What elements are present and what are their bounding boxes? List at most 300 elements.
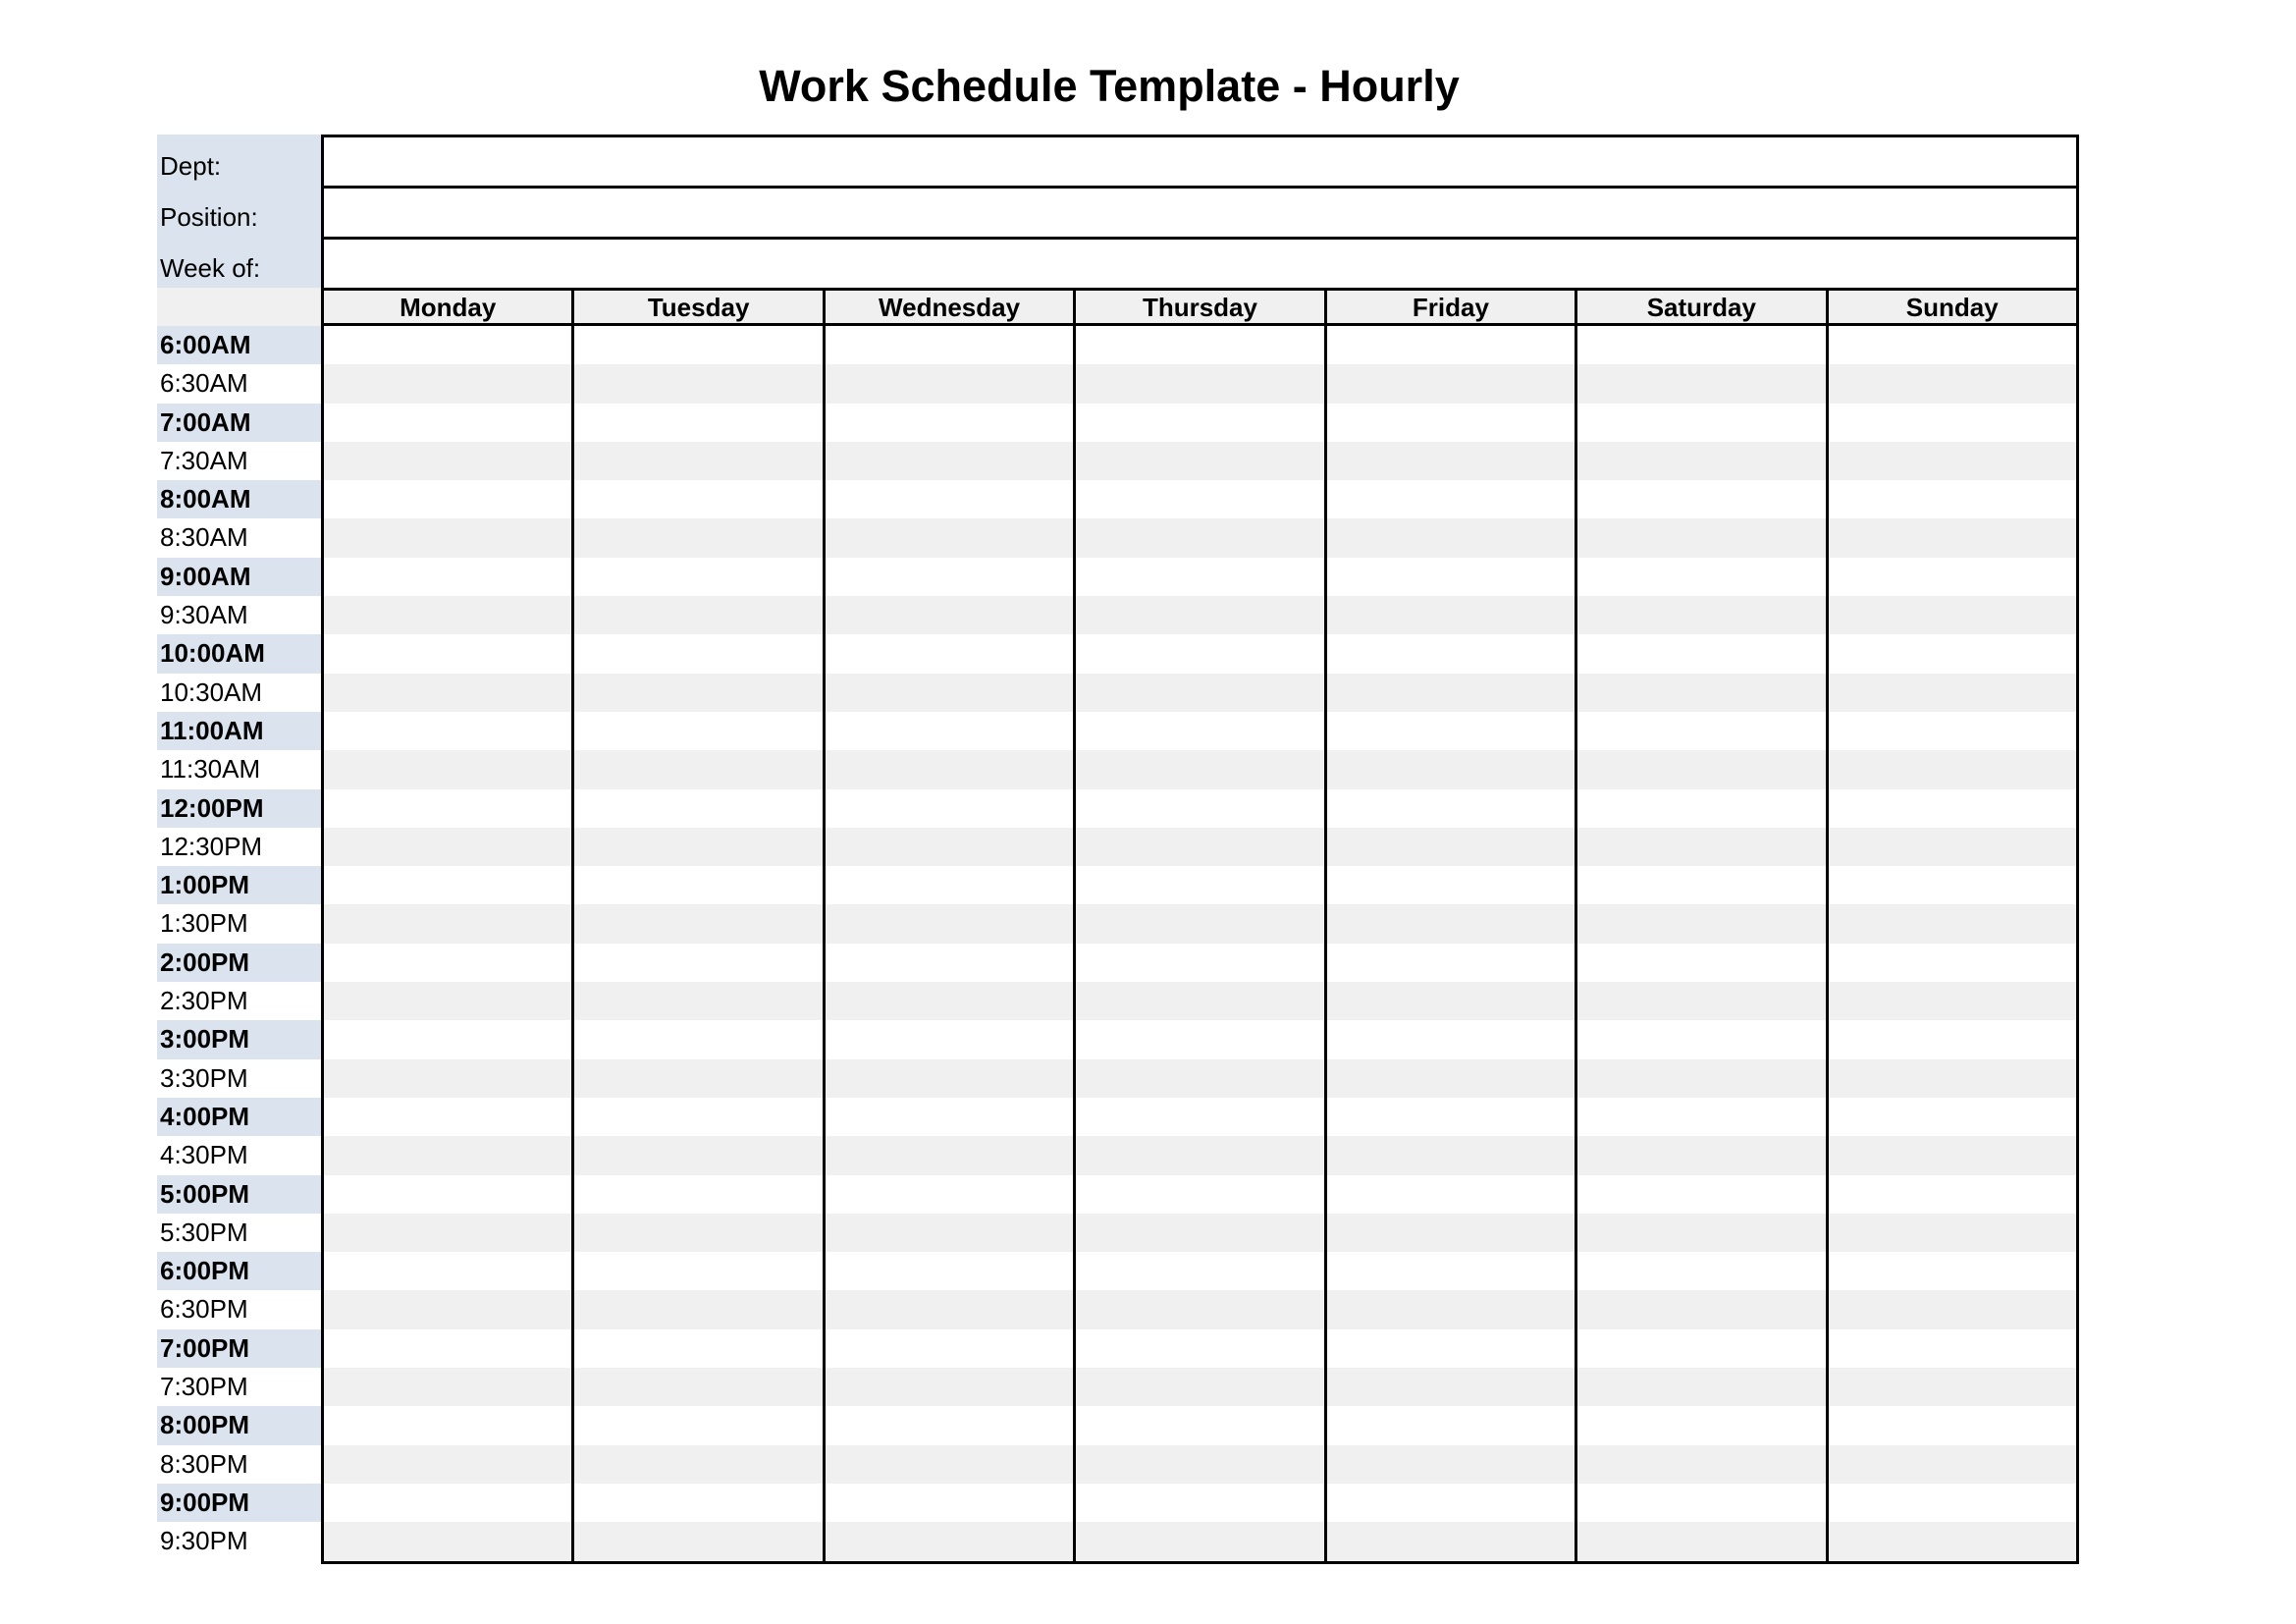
schedule-cell-friday[interactable] [1324,1522,1575,1560]
schedule-cell-friday[interactable] [1324,1290,1575,1328]
schedule-cell-friday[interactable] [1324,1406,1575,1444]
schedule-cell-tuesday[interactable] [571,1175,822,1214]
schedule-cell-friday[interactable] [1324,1175,1575,1214]
schedule-cell-saturday[interactable] [1575,1368,1825,1406]
schedule-cell-sunday[interactable] [1826,1136,2076,1174]
schedule-cell-tuesday[interactable] [571,1290,822,1328]
schedule-cell-friday[interactable] [1324,712,1575,750]
schedule-cell-wednesday[interactable] [823,750,1073,788]
schedule-cell-friday[interactable] [1324,480,1575,518]
schedule-cell-saturday[interactable] [1575,828,1825,866]
time-row [157,596,2079,634]
time-label: 3:30PM [157,1059,321,1098]
schedule-cell-friday[interactable] [1324,982,1575,1020]
time-label: 7:00AM [157,404,321,442]
week-field[interactable] [321,237,2079,288]
schedule-cell-tuesday[interactable] [571,518,822,557]
time-slots [321,326,2079,364]
schedule-cell-thursday[interactable] [1073,634,1323,673]
time-label: 11:00AM [157,712,321,750]
schedule-cell-wednesday[interactable] [823,596,1073,634]
schedule-cell-sunday[interactable] [1826,1252,2076,1290]
schedule-cell-thursday[interactable] [1073,1484,1323,1522]
time-label: 8:00AM [157,480,321,518]
schedule-cell-sunday[interactable] [1826,1368,2076,1406]
schedule-cell-wednesday[interactable] [823,828,1073,866]
time-label: 9:00PM [157,1484,321,1522]
schedule-cell-wednesday[interactable] [823,558,1073,596]
schedule-cell-tuesday[interactable] [571,442,822,480]
schedule-cell-sunday[interactable] [1826,712,2076,750]
schedule-cell-wednesday[interactable] [823,1059,1073,1098]
schedule-cell-saturday[interactable] [1575,558,1825,596]
time-label: 4:00PM [157,1098,321,1136]
schedule-cell-thursday[interactable] [1073,326,1323,364]
time-slots [321,1406,2079,1444]
schedule-cell-monday[interactable] [324,1290,571,1328]
schedule-cell-thursday[interactable] [1073,1522,1323,1560]
schedule-cell-wednesday[interactable] [823,480,1073,518]
time-label: 8:30PM [157,1445,321,1484]
schedule-cell-sunday[interactable] [1826,904,2076,943]
time-row [157,1445,2079,1484]
day-header-saturday: Saturday [1575,291,1825,323]
schedule-cell-friday[interactable] [1324,1020,1575,1058]
time-slots [321,750,2079,788]
time-slots [321,866,2079,904]
schedule-cell-tuesday[interactable] [571,1214,822,1252]
schedule-cell-saturday[interactable] [1575,1329,1825,1368]
time-row [157,404,2079,442]
schedule-cell-monday[interactable] [324,634,571,673]
time-label: 8:00PM [157,1406,321,1444]
schedule-cell-sunday[interactable] [1826,1445,2076,1484]
schedule-cell-sunday[interactable] [1826,1214,2076,1252]
schedule-cell-sunday[interactable] [1826,1059,2076,1098]
schedule-cell-tuesday[interactable] [571,1020,822,1058]
schedule-cell-monday[interactable] [324,674,571,712]
schedule-cell-sunday[interactable] [1826,750,2076,788]
schedule-cell-saturday[interactable] [1575,1098,1825,1136]
schedule-cell-saturday[interactable] [1575,1252,1825,1290]
schedule-cell-wednesday[interactable] [823,1214,1073,1252]
schedule-cell-sunday[interactable] [1826,1098,2076,1136]
schedule-cell-sunday[interactable] [1826,789,2076,828]
schedule-cell-friday[interactable] [1324,634,1575,673]
schedule-cell-tuesday[interactable] [571,1406,822,1444]
schedule-cell-saturday[interactable] [1575,1059,1825,1098]
schedule-cell-friday[interactable] [1324,750,1575,788]
time-label: 6:30AM [157,364,321,403]
time-label: 2:00PM [157,944,321,982]
time-row [157,1020,2079,1058]
schedule-cell-sunday[interactable] [1826,944,2076,982]
schedule-cell-wednesday[interactable] [823,944,1073,982]
schedule-cell-wednesday[interactable] [823,364,1073,403]
schedule-cell-thursday[interactable] [1073,1020,1323,1058]
schedule-cell-wednesday[interactable] [823,1329,1073,1368]
time-row [157,789,2079,828]
schedule-cell-monday[interactable] [324,1214,571,1252]
schedule-cell-tuesday[interactable] [571,326,822,364]
schedule-cell-thursday[interactable] [1073,1329,1323,1368]
position-field[interactable] [321,186,2079,237]
schedule-cell-sunday[interactable] [1826,442,2076,480]
schedule-cell-sunday[interactable] [1826,982,2076,1020]
schedule-cell-saturday[interactable] [1575,750,1825,788]
time-row [157,1522,2079,1560]
day-header-row [157,288,2079,326]
time-label: 10:00AM [157,634,321,673]
schedule-cell-saturday[interactable] [1575,1175,1825,1214]
schedule-cell-friday[interactable] [1324,596,1575,634]
schedule-cell-monday[interactable] [324,326,571,364]
schedule-cell-friday[interactable] [1324,558,1575,596]
time-row [157,1329,2079,1368]
schedule-cell-saturday[interactable] [1575,982,1825,1020]
schedule-cell-thursday[interactable] [1073,750,1323,788]
schedule-cell-thursday[interactable] [1073,674,1323,712]
schedule-cell-tuesday[interactable] [571,1136,822,1174]
schedule-cell-saturday[interactable] [1575,1522,1825,1560]
schedule-cell-sunday[interactable] [1826,634,2076,673]
schedule-cell-sunday[interactable] [1826,866,2076,904]
schedule-cell-saturday[interactable] [1575,866,1825,904]
time-row [157,904,2079,943]
day-header-wednesday: Wednesday [823,291,1073,323]
schedule-cell-friday[interactable] [1324,866,1575,904]
schedule-cell-wednesday[interactable] [823,1484,1073,1522]
schedule-cell-wednesday[interactable] [823,1522,1073,1560]
schedule-cell-friday[interactable] [1324,442,1575,480]
time-label: 4:30PM [157,1136,321,1174]
schedule-cell-saturday[interactable] [1575,674,1825,712]
time-label: 3:00PM [157,1020,321,1058]
schedule-cell-sunday[interactable] [1826,480,2076,518]
schedule-cell-saturday[interactable] [1575,1445,1825,1484]
schedule-cell-wednesday[interactable] [823,1252,1073,1290]
schedule-cell-saturday[interactable] [1575,326,1825,364]
schedule-cell-tuesday[interactable] [571,1484,822,1522]
schedule-cell-friday[interactable] [1324,904,1575,943]
schedule-cell-thursday[interactable] [1073,442,1323,480]
schedule-cell-friday[interactable] [1324,1059,1575,1098]
schedule-cell-sunday[interactable] [1826,1484,2076,1522]
schedule-cell-monday[interactable] [324,1136,571,1174]
schedule-cell-monday[interactable] [324,750,571,788]
week-label: Week of: [157,237,321,288]
schedule-cell-wednesday[interactable] [823,904,1073,943]
schedule-cell-thursday[interactable] [1073,1406,1323,1444]
schedule-cell-monday[interactable] [324,789,571,828]
schedule-cell-saturday[interactable] [1575,364,1825,403]
schedule-cell-monday[interactable] [324,1406,571,1444]
time-label: 9:30AM [157,596,321,634]
schedule-cell-monday[interactable] [324,364,571,403]
schedule-cell-friday[interactable] [1324,1214,1575,1252]
schedule-cell-wednesday[interactable] [823,712,1073,750]
schedule-cell-thursday[interactable] [1073,558,1323,596]
schedule-cell-monday[interactable] [324,1098,571,1136]
schedule-cell-friday[interactable] [1324,1368,1575,1406]
schedule-cell-sunday[interactable] [1826,674,2076,712]
schedule-cell-thursday[interactable] [1073,712,1323,750]
time-label: 6:00AM [157,326,321,364]
time-row [157,1368,2079,1406]
schedule-cell-wednesday[interactable] [823,1406,1073,1444]
schedule-cell-thursday[interactable] [1073,1290,1323,1328]
schedule-cell-monday[interactable] [324,442,571,480]
schedule-cell-monday[interactable] [324,1175,571,1214]
schedule-cell-thursday[interactable] [1073,828,1323,866]
schedule-cell-tuesday[interactable] [571,480,822,518]
schedule-cell-friday[interactable] [1324,326,1575,364]
schedule-cell-tuesday[interactable] [571,674,822,712]
schedule-cell-wednesday[interactable] [823,1445,1073,1484]
schedule-cell-friday[interactable] [1324,674,1575,712]
schedule-cell-saturday[interactable] [1575,944,1825,982]
time-row [157,982,2079,1020]
time-row [157,1290,2079,1328]
schedule-cell-tuesday[interactable] [571,982,822,1020]
schedule-cell-sunday[interactable] [1826,558,2076,596]
time-slots [321,558,2079,596]
schedule-cell-tuesday[interactable] [571,789,822,828]
schedule-cell-monday[interactable] [324,596,571,634]
schedule-cell-thursday[interactable] [1073,364,1323,403]
schedule-cell-saturday[interactable] [1575,404,1825,442]
schedule-cell-saturday[interactable] [1575,1484,1825,1522]
schedule-grid [157,326,2079,1561]
schedule-cell-friday[interactable] [1324,789,1575,828]
schedule-cell-tuesday[interactable] [571,828,822,866]
schedule-cell-thursday[interactable] [1073,1175,1323,1214]
schedule-cell-tuesday[interactable] [571,1059,822,1098]
schedule-cell-monday[interactable] [324,866,571,904]
schedule-cell-sunday[interactable] [1826,326,2076,364]
schedule-cell-monday[interactable] [324,904,571,943]
schedule-cell-wednesday[interactable] [823,866,1073,904]
schedule-cell-monday[interactable] [324,1484,571,1522]
time-slots [321,1484,2079,1522]
schedule-cell-monday[interactable] [324,1522,571,1560]
schedule-cell-tuesday[interactable] [571,558,822,596]
schedule-cell-sunday[interactable] [1826,404,2076,442]
day-headers [321,288,2079,326]
schedule-cell-thursday[interactable] [1073,789,1323,828]
schedule-cell-tuesday[interactable] [571,904,822,943]
schedule-cell-monday[interactable] [324,404,571,442]
day-header-tuesday: Tuesday [571,291,822,323]
schedule-cell-thursday[interactable] [1073,480,1323,518]
time-row [157,480,2079,518]
schedule-cell-monday[interactable] [324,828,571,866]
schedule-cell-tuesday[interactable] [571,1522,822,1560]
schedule-cell-friday[interactable] [1324,1445,1575,1484]
schedule-cell-tuesday[interactable] [571,1368,822,1406]
schedule-cell-sunday[interactable] [1826,364,2076,403]
schedule-cell-friday[interactable] [1324,404,1575,442]
schedule-cell-saturday[interactable] [1575,442,1825,480]
time-row [157,1406,2079,1444]
schedule-cell-wednesday[interactable] [823,518,1073,557]
time-label: 6:30PM [157,1290,321,1328]
schedule-cell-thursday[interactable] [1073,1252,1323,1290]
schedule-cell-thursday[interactable] [1073,866,1323,904]
schedule-cell-sunday[interactable] [1826,1522,2076,1560]
schedule-cell-thursday[interactable] [1073,404,1323,442]
schedule-cell-saturday[interactable] [1575,1290,1825,1328]
time-slots [321,518,2079,557]
schedule-cell-monday[interactable] [324,1329,571,1368]
schedule-cell-tuesday[interactable] [571,1329,822,1368]
schedule-cell-sunday[interactable] [1826,596,2076,634]
schedule-cell-saturday[interactable] [1575,712,1825,750]
header-corner [157,288,321,326]
dept-field[interactable] [321,135,2079,186]
time-label: 5:30PM [157,1214,321,1252]
schedule-cell-monday[interactable] [324,1445,571,1484]
schedule-cell-thursday[interactable] [1073,904,1323,943]
schedule-cell-tuesday[interactable] [571,596,822,634]
time-slots [321,1329,2079,1368]
schedule-cell-thursday[interactable] [1073,1059,1323,1098]
time-row [157,518,2079,557]
schedule-cell-tuesday[interactable] [571,712,822,750]
schedule-cell-wednesday[interactable] [823,789,1073,828]
schedule-cell-friday[interactable] [1324,828,1575,866]
time-row [157,558,2079,596]
schedule-cell-wednesday[interactable] [823,1290,1073,1328]
schedule-cell-tuesday[interactable] [571,1252,822,1290]
schedule-cell-wednesday[interactable] [823,1368,1073,1406]
time-slots [321,596,2079,634]
schedule-cell-thursday[interactable] [1073,1136,1323,1174]
schedule-cell-monday[interactable] [324,1059,571,1098]
time-row [157,1059,2079,1098]
schedule-cell-wednesday[interactable] [823,1136,1073,1174]
time-slots [321,674,2079,712]
schedule-cell-wednesday[interactable] [823,982,1073,1020]
schedule-cell-saturday[interactable] [1575,789,1825,828]
schedule-cell-wednesday[interactable] [823,634,1073,673]
time-slots [321,1059,2079,1098]
schedule-cell-friday[interactable] [1324,518,1575,557]
schedule-cell-thursday[interactable] [1073,982,1323,1020]
dept-label: Dept: [157,135,321,186]
schedule-cell-sunday[interactable] [1826,1329,2076,1368]
schedule-cell-monday[interactable] [324,480,571,518]
schedule-cell-saturday[interactable] [1575,904,1825,943]
schedule-cell-saturday[interactable] [1575,1214,1825,1252]
schedule-cell-monday[interactable] [324,982,571,1020]
schedule-cell-sunday[interactable] [1826,1406,2076,1444]
time-slots [321,1020,2079,1058]
schedule-cell-sunday[interactable] [1826,828,2076,866]
schedule-cell-sunday[interactable] [1826,1020,2076,1058]
time-row [157,1214,2079,1252]
schedule-cell-thursday[interactable] [1073,1445,1323,1484]
schedule-cell-monday[interactable] [324,518,571,557]
schedule-cell-friday[interactable] [1324,1098,1575,1136]
schedule-cell-monday[interactable] [324,1252,571,1290]
schedule-cell-wednesday[interactable] [823,1175,1073,1214]
time-slots [321,480,2079,518]
schedule-cell-wednesday[interactable] [823,674,1073,712]
schedule-cell-friday[interactable] [1324,1252,1575,1290]
time-row [157,364,2079,403]
schedule-cell-wednesday[interactable] [823,326,1073,364]
schedule-cell-sunday[interactable] [1826,1175,2076,1214]
schedule-cell-wednesday[interactable] [823,1098,1073,1136]
time-slots [321,1098,2079,1136]
schedule-cell-thursday[interactable] [1073,518,1323,557]
schedule-cell-saturday[interactable] [1575,596,1825,634]
schedule-cell-thursday[interactable] [1073,596,1323,634]
time-label: 8:30AM [157,518,321,557]
schedule-cell-saturday[interactable] [1575,1020,1825,1058]
schedule-cell-tuesday[interactable] [571,404,822,442]
schedule-cell-monday[interactable] [324,944,571,982]
schedule-cell-thursday[interactable] [1073,1368,1323,1406]
schedule-cell-monday[interactable] [324,1020,571,1058]
time-row [157,1252,2079,1290]
schedule-cell-wednesday[interactable] [823,404,1073,442]
time-row [157,750,2079,788]
schedule-cell-sunday[interactable] [1826,518,2076,557]
schedule-cell-tuesday[interactable] [571,634,822,673]
schedule-cell-saturday[interactable] [1575,1136,1825,1174]
schedule-cell-tuesday[interactable] [571,1098,822,1136]
time-slots [321,828,2079,866]
schedule-cell-monday[interactable] [324,712,571,750]
schedule-cell-monday[interactable] [324,1368,571,1406]
schedule-cell-saturday[interactable] [1575,518,1825,557]
schedule-cell-thursday[interactable] [1073,944,1323,982]
schedule-cell-wednesday[interactable] [823,442,1073,480]
schedule-cell-friday[interactable] [1324,1136,1575,1174]
schedule-cell-friday[interactable] [1324,364,1575,403]
time-slots [321,982,2079,1020]
schedule-cell-tuesday[interactable] [571,364,822,403]
schedule-cell-wednesday[interactable] [823,1020,1073,1058]
schedule-cell-friday[interactable] [1324,944,1575,982]
time-label: 9:00AM [157,558,321,596]
time-slots [321,1445,2079,1484]
schedule-cell-saturday[interactable] [1575,634,1825,673]
time-slots [321,789,2079,828]
schedule-cell-tuesday[interactable] [571,866,822,904]
time-label: 12:30PM [157,828,321,866]
schedule-cell-friday[interactable] [1324,1329,1575,1368]
time-row [157,1136,2079,1174]
schedule-cell-tuesday[interactable] [571,944,822,982]
schedule-cell-friday[interactable] [1324,1484,1575,1522]
schedule-cell-thursday[interactable] [1073,1214,1323,1252]
time-label: 7:30PM [157,1368,321,1406]
time-slots [321,904,2079,943]
page-title: Work Schedule Template - Hourly [759,61,1460,111]
time-row [157,1098,2079,1136]
schedule-cell-thursday[interactable] [1073,1098,1323,1136]
schedule-cell-monday[interactable] [324,558,571,596]
schedule-cell-tuesday[interactable] [571,750,822,788]
schedule-cell-saturday[interactable] [1575,1406,1825,1444]
schedule-cell-sunday[interactable] [1826,1290,2076,1328]
time-label: 1:00PM [157,866,321,904]
schedule-cell-saturday[interactable] [1575,480,1825,518]
schedule-cell-tuesday[interactable] [571,1445,822,1484]
